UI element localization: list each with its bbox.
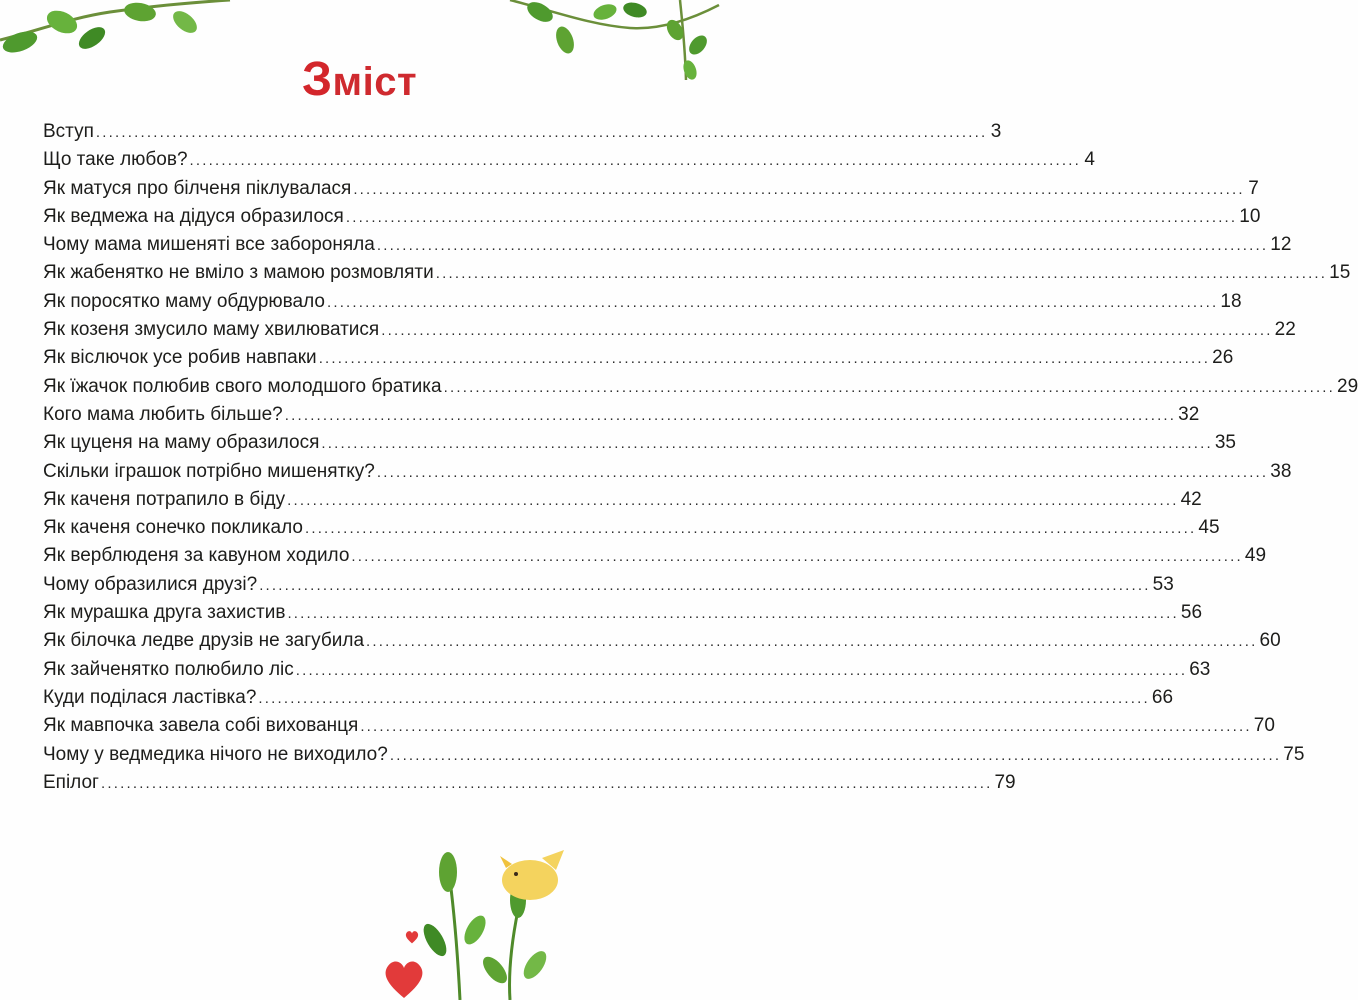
dot-leader: ............................................................................................................................................ [258, 689, 1150, 707]
toc-page-number: 3 [990, 121, 1002, 142]
dot-leader: ............................................................................................................................................ [360, 718, 1252, 736]
toc-page-number: 18 [1220, 290, 1242, 312]
toc-entry-title: Як каченя сонечко покликало [43, 517, 303, 539]
toc-page-number: 22 [1274, 319, 1296, 341]
dot-leader: ............................................................................................................................................ [381, 322, 1273, 340]
toc-entry-title: Чому образилися друзі? [43, 573, 258, 595]
dot-leader: ............................................................................................................................................ [443, 378, 1336, 396]
toc-page-number: 45 [1198, 517, 1220, 539]
dot-leader: ............................................................................................................................................ [95, 124, 988, 141]
toc-page-number: 70 [1253, 715, 1275, 737]
toc-page-number: 35 [1214, 432, 1236, 454]
dot-leader: ............................................................................................................................................ [435, 265, 1328, 283]
toc-entry-title: Як зайченятко полюбило ліс [43, 658, 294, 680]
toc-row [43, 514, 1220, 542]
toc-row [43, 741, 1305, 769]
toc-page-number: 66 [1151, 686, 1174, 708]
toc-row [43, 486, 1202, 514]
toc-row [43, 175, 1259, 203]
toc-row [43, 627, 1281, 655]
dot-leader: ............................................................................................................................................ [353, 180, 1245, 198]
dot-leader: ............................................................................................................................................ [259, 576, 1151, 594]
toc-page-number: 42 [1180, 488, 1202, 510]
toc-row [43, 769, 1016, 797]
dot-leader: ............................................................................................................................................ [321, 435, 1213, 453]
toc-entry-title: Як мурашка друга захистив [43, 602, 286, 624]
toc-row [43, 656, 1211, 684]
dot-leader: ............................................................................................................................................ [189, 152, 1081, 170]
dot-leader: ............................................................................................................................................ [366, 633, 1258, 651]
toc-row [43, 231, 1292, 259]
toc-entry-title: Вступ [43, 121, 94, 142]
dot-leader: ............................................................................................................................................ [284, 406, 1177, 424]
toc-entry-title: Як ведмежа на дідуся образилося [43, 205, 344, 227]
toc-entry-title: Чому у ведмедика нічого не виходило? [43, 743, 388, 765]
toc-entry-title: Як жабенятко не вміло з мамою розмовляти [43, 262, 434, 284]
toc-entry-title: Як верблюденя за кавуном ходило [43, 545, 350, 567]
toc-page-number: 49 [1244, 545, 1267, 567]
toc-entry-title: Як каченя потрапило в біду [43, 488, 286, 510]
toc-row [43, 344, 1234, 372]
toc-entry-title: Як козеня змусило маму хвилюватися [43, 319, 380, 341]
bird-icon [492, 846, 572, 906]
dot-leader: ............................................................................................................................................ [351, 548, 1243, 566]
dot-leader: ............................................................................................................................................ [376, 237, 1269, 255]
toc-entry-title: Епілог [43, 771, 99, 793]
toc-page-number: 15 [1329, 262, 1351, 284]
dot-leader: ............................................................................................................................................ [287, 491, 1179, 509]
toc-row [43, 373, 1358, 401]
toc-row [43, 599, 1203, 627]
toc-page-number: 60 [1259, 630, 1281, 652]
toc-entry-title: Як віслючок усе робив навпаки [43, 347, 317, 369]
toc-page-number: 53 [1152, 573, 1174, 595]
title-initial: З [301, 53, 333, 106]
toc-entry-title: Як цуценя на маму образилося [43, 432, 320, 454]
toc-entry-title: Чому мама мишеняті все забороняла [43, 234, 375, 256]
toc-page-number: 26 [1212, 347, 1234, 369]
toc-row [43, 401, 1200, 429]
toc-row [43, 458, 1292, 486]
dot-leader: ............................................................................................................................................ [389, 746, 1282, 764]
toc-entry-title: Що таке любов? [43, 149, 188, 171]
toc-page-number: 79 [994, 771, 1016, 793]
toc-page-number: 7 [1248, 177, 1259, 199]
toc-page-number: 10 [1239, 205, 1261, 227]
dot-leader: ............................................................................................................................................ [295, 661, 1188, 679]
dot-leader: ............................................................................................................................................ [100, 774, 993, 792]
toc-page-number: 29 [1337, 375, 1358, 397]
title-rest: міст [332, 60, 418, 104]
toc-page-number: 75 [1283, 743, 1305, 765]
toc-entry-title: Кого мама любить більше? [43, 403, 283, 425]
toc-entry-title: Як поросятко маму обдурювало [43, 290, 325, 312]
toc-row [43, 259, 1351, 287]
toc-page-number: 56 [1180, 602, 1203, 624]
toc-row [43, 684, 1174, 712]
dot-leader: ............................................................................................................................................ [345, 208, 1238, 226]
toc-entry-title: Як білочка ледве друзів не загубила [43, 630, 365, 652]
toc-entry-title: Як мавпочка завела собі вихованця [43, 715, 359, 737]
toc-row [43, 571, 1174, 599]
dot-leader: ............................................................................................................................................ [304, 520, 1197, 538]
toc-page-number: 32 [1178, 403, 1200, 425]
toc-row [43, 203, 1261, 231]
toc-page-number: 12 [1270, 234, 1292, 256]
toc-entry-title: Скільки іграшок потрібно мишенятку? [43, 460, 375, 482]
toc-row [43, 288, 1242, 316]
heart-small-icon [404, 930, 420, 944]
toc-page-number: 38 [1270, 460, 1292, 482]
toc-row [43, 146, 1095, 174]
page-title [0, 52, 719, 107]
heart-icon [382, 958, 426, 1000]
toc-row [43, 316, 1296, 344]
toc-row [43, 429, 1236, 457]
toc-row [43, 118, 1002, 146]
toc-row [43, 712, 1275, 740]
toc-entry-title: Як їжачок полюбив свого молодшого братика [43, 375, 442, 397]
dot-leader: ............................................................................................................................................ [287, 605, 1179, 623]
toc-page-number: 63 [1189, 658, 1211, 680]
toc-page-number: 4 [1084, 149, 1095, 171]
dot-leader: ............................................................................................................................................ [376, 463, 1269, 481]
table-of-contents [43, 118, 1358, 797]
toc-row [43, 542, 1267, 570]
dot-leader: ............................................................................................................................................ [326, 293, 1219, 311]
toc-entry-title: Куди поділася ластівка? [43, 686, 257, 708]
toc-entry-title: Як матуся про білченя піклувалася [43, 177, 352, 199]
dot-leader: ............................................................................................................................................ [318, 350, 1211, 368]
